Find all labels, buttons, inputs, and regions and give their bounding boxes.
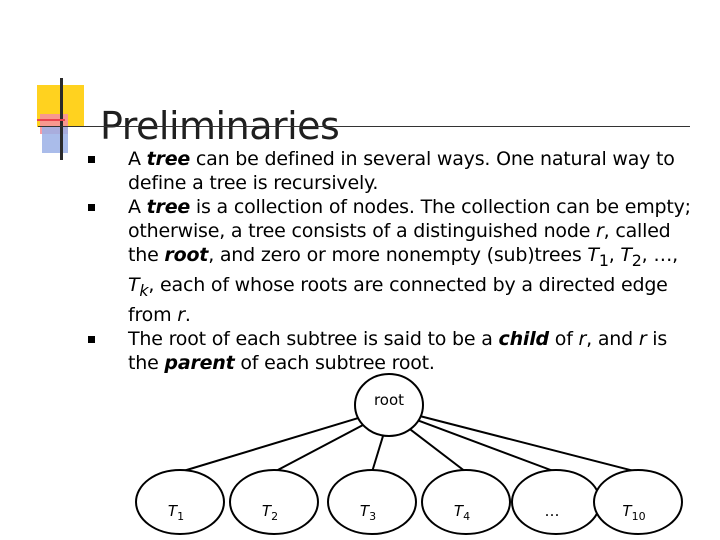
var-r: r (578, 327, 587, 350)
subtree-label: … (544, 502, 560, 520)
tree-nodes (136, 374, 682, 534)
subtree-node (328, 470, 416, 534)
tree-edge (421, 416, 638, 472)
subtree-letter: T (359, 502, 370, 520)
subscript: 1 (598, 250, 609, 270)
bullet-text: of (548, 327, 579, 350)
var-T: T (620, 244, 632, 266)
subtree-subscript: 1 (177, 510, 185, 523)
bullet-text: of each subtree root. (234, 351, 435, 374)
subtree-letter: T (167, 502, 178, 520)
subscript: k (139, 280, 149, 300)
subtree-letter: T (622, 502, 632, 520)
var-r: r (596, 220, 604, 242)
bullet-text: , and (586, 327, 639, 350)
var-T: T (587, 244, 599, 266)
term-tree: tree (146, 196, 191, 218)
bullet-text: The root of each subtree is said to be a (128, 327, 499, 350)
bullet-text: A (128, 148, 147, 170)
bullet-text: can be defined in several ways. One natural way to define a tree is recursively. (128, 148, 675, 194)
subtree-subscript: 2 (271, 510, 279, 523)
term-tree: tree (146, 148, 191, 170)
subtree-subscript: 4 (463, 510, 471, 523)
var-T: T (128, 273, 140, 296)
subtree-node (422, 470, 510, 534)
bullet-text: , each of whose roots are connected by a directed edge from (128, 273, 668, 326)
term-child: child (498, 327, 549, 350)
subtree-letter: T (453, 502, 464, 520)
slide-title: Preliminaries (100, 104, 340, 149)
bullet-text: is a collection of nodes. The collection can be empty; otherwise, a tree consists of a distinguished node (128, 196, 691, 242)
tree-edge (372, 436, 383, 472)
subtree-node (136, 470, 224, 534)
subtree-node (594, 470, 682, 534)
bullet-text: A (128, 196, 147, 218)
bullet-text: . (184, 303, 191, 326)
var-r: r (177, 303, 185, 326)
subtree-subscript: 3 (369, 510, 377, 523)
var-r: r (638, 327, 647, 350)
tree-edge (180, 418, 358, 472)
tree-edge (274, 425, 363, 472)
bullet-text: , called the (128, 220, 671, 266)
term-parent: parent (164, 351, 235, 374)
root-node-label: root (373, 391, 405, 409)
subtree-subscript: 10 (631, 510, 646, 523)
bullet-text: is the (128, 327, 668, 374)
term-root: root (164, 244, 209, 266)
bullet-text: , and zero or more nonempty (sub)trees (208, 244, 588, 266)
subtree-letter: T (261, 502, 272, 520)
bullet-text: , (608, 244, 621, 266)
bullet-text: , …, (641, 244, 678, 266)
subtree-node (230, 470, 318, 534)
subscript: 2 (631, 250, 642, 270)
